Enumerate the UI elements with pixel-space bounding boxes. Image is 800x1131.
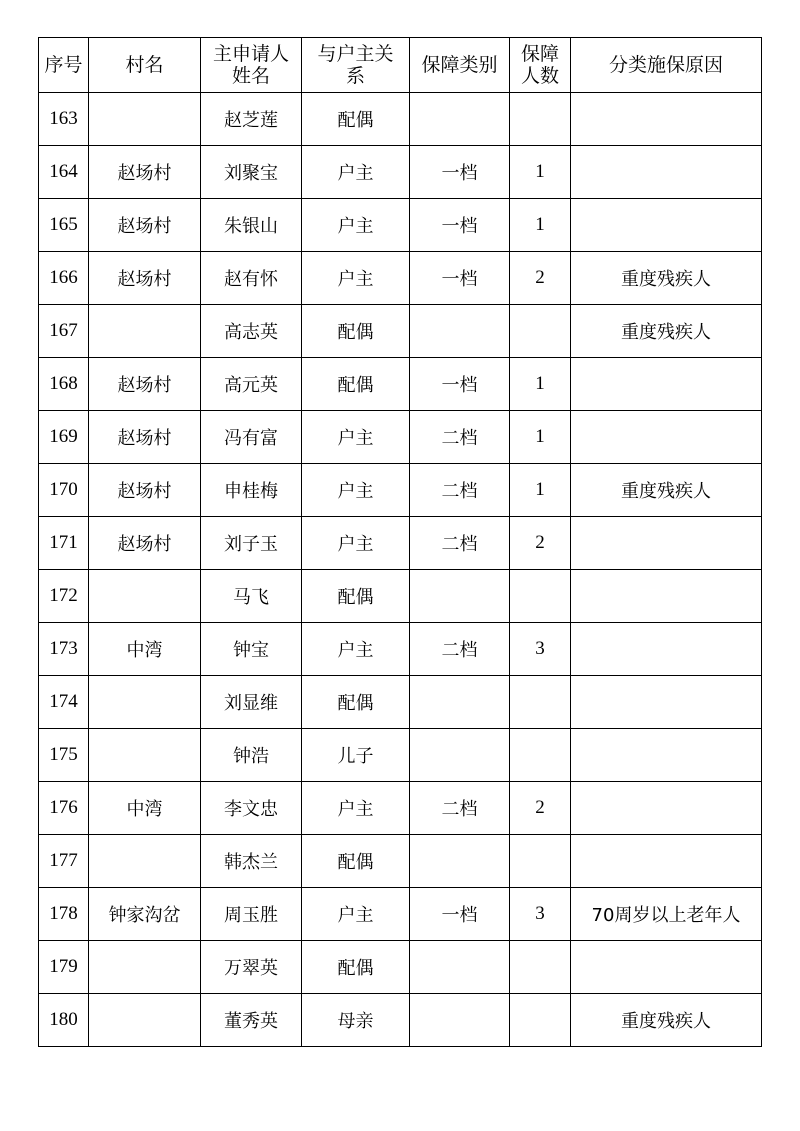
- cell-applicant-name: 刘聚宝: [201, 146, 302, 199]
- cell-village: 赵场村: [89, 252, 201, 305]
- cell-applicant-name: 高志英: [201, 305, 302, 358]
- cell-count: 2: [510, 782, 571, 835]
- header-reason: 分类施保原因: [571, 38, 762, 93]
- cell-applicant-name: 高元英: [201, 358, 302, 411]
- table-row: [39, 729, 762, 782]
- cell-applicant-name: 李文忠: [201, 782, 302, 835]
- table-row: [39, 464, 762, 517]
- table-row: [39, 570, 762, 623]
- cell-reason: [571, 835, 762, 888]
- cell-relation: 户主: [302, 464, 410, 517]
- cell-relation: 户主: [302, 517, 410, 570]
- cell-seq: 180: [39, 994, 89, 1047]
- cell-count: 1: [510, 464, 571, 517]
- table-row: [39, 252, 762, 305]
- cell-category: 一档: [410, 358, 510, 411]
- cell-village: 钟家沟岔: [89, 888, 201, 941]
- cell-count: 3: [510, 888, 571, 941]
- table-body: [39, 93, 762, 1047]
- cell-seq: 177: [39, 835, 89, 888]
- cell-applicant-name: 申桂梅: [201, 464, 302, 517]
- cell-count: 1: [510, 358, 571, 411]
- table-row: [39, 888, 762, 941]
- cell-count: 2: [510, 517, 571, 570]
- cell-reason: 重度残疾人: [571, 464, 762, 517]
- header-applicant-name: 主申请人 姓名: [201, 38, 302, 93]
- cell-applicant-name: 周玉胜: [201, 888, 302, 941]
- cell-relation: 户主: [302, 623, 410, 676]
- cell-village: [89, 835, 201, 888]
- cell-category: 一档: [410, 199, 510, 252]
- table-row: [39, 994, 762, 1047]
- cell-seq: 179: [39, 941, 89, 994]
- cell-count: [510, 941, 571, 994]
- cell-village: 中湾: [89, 623, 201, 676]
- cell-category: 二档: [410, 517, 510, 570]
- cell-relation: 母亲: [302, 994, 410, 1047]
- cell-relation: 配偶: [302, 93, 410, 146]
- table-row: [39, 146, 762, 199]
- cell-village: 赵场村: [89, 517, 201, 570]
- cell-relation: 户主: [302, 199, 410, 252]
- cell-relation: 配偶: [302, 358, 410, 411]
- cell-seq: 173: [39, 623, 89, 676]
- cell-count: [510, 835, 571, 888]
- cell-reason: 重度残疾人: [571, 305, 762, 358]
- cell-relation: 户主: [302, 411, 410, 464]
- cell-reason: [571, 517, 762, 570]
- cell-seq: 171: [39, 517, 89, 570]
- table-row: [39, 305, 762, 358]
- cell-village: [89, 676, 201, 729]
- table-row: [39, 517, 762, 570]
- cell-village: [89, 729, 201, 782]
- cell-village: [89, 570, 201, 623]
- cell-village: [89, 305, 201, 358]
- header-seq: 序号: [39, 38, 89, 93]
- cell-relation: 配偶: [302, 305, 410, 358]
- cell-count: [510, 729, 571, 782]
- cell-count: 1: [510, 146, 571, 199]
- table-row: [39, 411, 762, 464]
- table-row: [39, 676, 762, 729]
- cell-reason: [571, 93, 762, 146]
- table-header-row: [39, 38, 762, 93]
- cell-applicant-name: 赵芝莲: [201, 93, 302, 146]
- cell-reason: 70周岁以上老年人: [571, 888, 762, 941]
- cell-applicant-name: 董秀英: [201, 994, 302, 1047]
- cell-relation: 户主: [302, 888, 410, 941]
- cell-village: 赵场村: [89, 146, 201, 199]
- cell-relation: 配偶: [302, 570, 410, 623]
- cell-count: [510, 570, 571, 623]
- cell-count: 1: [510, 199, 571, 252]
- cell-applicant-name: 钟宝: [201, 623, 302, 676]
- header-village: 村名: [89, 38, 201, 93]
- cell-count: [510, 676, 571, 729]
- cell-applicant-name: 刘子玉: [201, 517, 302, 570]
- cell-village: [89, 93, 201, 146]
- header-relation: 与户主关 系: [302, 38, 410, 93]
- cell-seq: 172: [39, 570, 89, 623]
- table-row: [39, 782, 762, 835]
- cell-category: 二档: [410, 623, 510, 676]
- cell-count: 3: [510, 623, 571, 676]
- cell-category: 一档: [410, 888, 510, 941]
- cell-count: [510, 994, 571, 1047]
- cell-seq: 175: [39, 729, 89, 782]
- cell-seq: 165: [39, 199, 89, 252]
- cell-reason: [571, 676, 762, 729]
- table-row: [39, 941, 762, 994]
- cell-applicant-name: 冯有富: [201, 411, 302, 464]
- cell-village: [89, 941, 201, 994]
- cell-village: [89, 994, 201, 1047]
- cell-reason: [571, 941, 762, 994]
- cell-applicant-name: 马飞: [201, 570, 302, 623]
- cell-relation: 配偶: [302, 835, 410, 888]
- cell-relation: 配偶: [302, 941, 410, 994]
- cell-applicant-name: 刘显维: [201, 676, 302, 729]
- cell-category: 一档: [410, 252, 510, 305]
- cell-seq: 166: [39, 252, 89, 305]
- cell-category: [410, 994, 510, 1047]
- cell-relation: 户主: [302, 146, 410, 199]
- cell-category: [410, 729, 510, 782]
- cell-reason: 重度残疾人: [571, 252, 762, 305]
- cell-applicant-name: 韩杰兰: [201, 835, 302, 888]
- cell-seq: 164: [39, 146, 89, 199]
- cell-count: 1: [510, 411, 571, 464]
- cell-relation: 配偶: [302, 676, 410, 729]
- cell-reason: [571, 358, 762, 411]
- cell-village: 赵场村: [89, 464, 201, 517]
- table-row: [39, 93, 762, 146]
- cell-category: 一档: [410, 146, 510, 199]
- assistance-roster-table: [38, 37, 762, 1047]
- cell-category: 二档: [410, 464, 510, 517]
- table-row: [39, 623, 762, 676]
- cell-seq: 163: [39, 93, 89, 146]
- cell-reason: 重度残疾人: [571, 994, 762, 1047]
- cell-village: 中湾: [89, 782, 201, 835]
- cell-applicant-name: 赵有怀: [201, 252, 302, 305]
- cell-applicant-name: 钟浩: [201, 729, 302, 782]
- cell-relation: 儿子: [302, 729, 410, 782]
- cell-category: [410, 570, 510, 623]
- cell-count: [510, 305, 571, 358]
- cell-seq: 167: [39, 305, 89, 358]
- cell-seq: 169: [39, 411, 89, 464]
- cell-reason: [571, 570, 762, 623]
- cell-seq: 174: [39, 676, 89, 729]
- table-row: [39, 835, 762, 888]
- cell-category: [410, 676, 510, 729]
- cell-applicant-name: 朱银山: [201, 199, 302, 252]
- cell-seq: 178: [39, 888, 89, 941]
- cell-reason: [571, 411, 762, 464]
- cell-reason: [571, 199, 762, 252]
- table-row: [39, 358, 762, 411]
- cell-count: 2: [510, 252, 571, 305]
- cell-count: [510, 93, 571, 146]
- cell-village: 赵场村: [89, 411, 201, 464]
- header-category: 保障类别: [410, 38, 510, 93]
- cell-village: 赵场村: [89, 199, 201, 252]
- cell-reason: [571, 729, 762, 782]
- cell-reason: [571, 782, 762, 835]
- cell-category: [410, 941, 510, 994]
- cell-category: 二档: [410, 411, 510, 464]
- cell-category: [410, 93, 510, 146]
- cell-village: 赵场村: [89, 358, 201, 411]
- cell-category: [410, 305, 510, 358]
- table-row: [39, 199, 762, 252]
- cell-category: [410, 835, 510, 888]
- cell-relation: 户主: [302, 782, 410, 835]
- cell-reason: [571, 623, 762, 676]
- cell-relation: 户主: [302, 252, 410, 305]
- cell-reason: [571, 146, 762, 199]
- cell-category: 二档: [410, 782, 510, 835]
- cell-seq: 176: [39, 782, 89, 835]
- cell-applicant-name: 万翠英: [201, 941, 302, 994]
- cell-seq: 168: [39, 358, 89, 411]
- header-count: 保障 人数: [510, 38, 571, 93]
- cell-seq: 170: [39, 464, 89, 517]
